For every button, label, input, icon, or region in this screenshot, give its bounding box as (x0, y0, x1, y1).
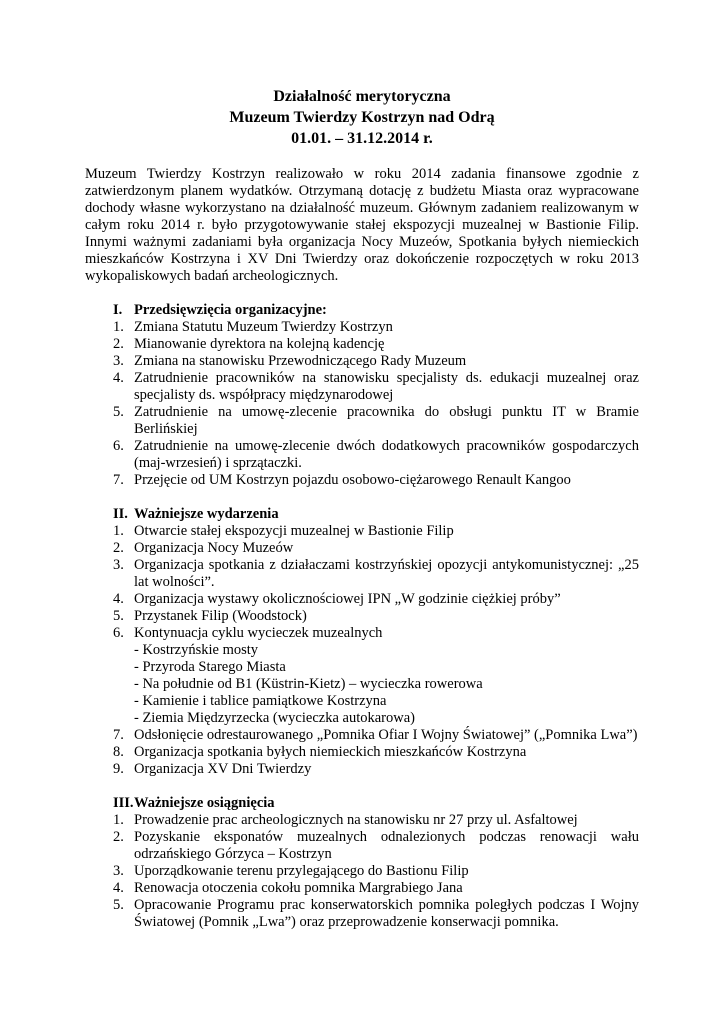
list-item-text: Otwarcie stałej ekspozycji muzealnej w Bastionie Filip (134, 523, 454, 539)
section-heading-text: Ważniejsze wydarzenia (134, 506, 279, 522)
section-events (85, 506, 639, 778)
list-item-text: Przejęcie od UM Kostrzyn pojazdu osobowo-ciężarowego Renault Kangoo (134, 472, 571, 488)
list-item-text: Organizacja XV Dni Twierdzy (134, 761, 312, 777)
list-item (85, 727, 639, 744)
section-heading (85, 795, 639, 812)
title-line-1: Działalność merytoryczna (273, 88, 451, 105)
section-numeral: I. (113, 302, 123, 318)
list-item-number: 7. (113, 727, 124, 743)
section-achievements (85, 795, 639, 931)
list-item-text: Zatrudnienie pracowników na stanowisku specjalisty ds. edukacji muzealnej oraz specjalisty ds. współpracy międzynarodowej (134, 370, 639, 403)
section-heading-text: Ważniejsze osiągnięcia (134, 795, 275, 811)
section-numeral: III. (113, 795, 134, 811)
intro-paragraph: Muzeum Twierdzy Kostrzyn realizowało w roku 2014 zadania finansowe zgodnie z zatwierdzonym planem wydatków. Otrzymaną dotację z budżetu Miasta oraz wypracowane dochody własne wykorzystano na działalność muzeum. Głównym zadaniem realizowanym w całym roku 2014 r. było przygotowywanie stałej ekspozycji muzealnej w Bastionie Filip. Innymi ważnymi zadaniami była organizacja Nocy Muzeów, Spotkania byłych niemieckich mieszkańców Kostrzyna i XV Dni Twierdzy oraz dokończenie rozpoczętych w roku 2013 wykopaliskowych badań archeologicznych. (85, 166, 639, 284)
sub-list-item: - Przyroda Starego Miasta (134, 659, 286, 675)
sub-list-item: - Ziemia Międzyrzecka (wycieczka autokarowa) (134, 710, 415, 726)
section-heading-text: Przedsięwzięcia organizacyjne: (134, 302, 327, 318)
list-item-number: 4. (113, 591, 124, 607)
list-item-number: 6. (113, 438, 124, 454)
list-item-text: Uporządkowanie terenu przylegającego do Bastionu Filip (134, 863, 469, 879)
list-item-number: 2. (113, 336, 124, 352)
list-item-number: 9. (113, 761, 124, 777)
list-item-number: 1. (113, 523, 124, 539)
list-item-number: 2. (113, 540, 124, 556)
list-item-number: 4. (113, 880, 124, 896)
list-item (85, 812, 639, 829)
list-item (85, 744, 639, 761)
list-item (85, 608, 639, 625)
list-item-text: Organizacja wystawy okolicznościowej IPN „W godzinie ciężkiej próby” (134, 591, 561, 607)
list-item (85, 472, 639, 489)
title-line-3: 01.01. – 31.12.2014 r. (291, 130, 433, 147)
list-item (85, 540, 639, 557)
sub-list-item: - Na południe od B1 (Küstrin-Kietz) – wycieczka rowerowa (134, 676, 483, 692)
list-item-text: Przystanek Filip (Woodstock) (134, 608, 307, 624)
list-item (85, 336, 639, 353)
list-item (85, 761, 639, 778)
list-item-text: Odsłonięcie odrestaurowanego „Pomnika Ofiar I Wojny Światowej” („Pomnika Lwa”) (134, 727, 638, 743)
list-item-number: 3. (113, 557, 124, 573)
list-item-text: Organizacja spotkania z działaczami kostrzyńskiej opozycji antykomunistycznej: „25 lat wolności”. (134, 557, 639, 590)
section-heading (85, 506, 639, 523)
list-item-number: 4. (113, 370, 124, 386)
list-item-number: 3. (113, 863, 124, 879)
list-item (85, 557, 639, 591)
list-item-number: 5. (113, 608, 124, 624)
section-numeral: II. (113, 506, 128, 522)
list-item-text: Prowadzenie prac archeologicznych na stanowisku nr 27 przy ul. Asfaltowej (134, 812, 578, 828)
list-item (85, 523, 639, 540)
list-item-number: 8. (113, 744, 124, 760)
list-item-number: 6. (113, 625, 124, 641)
list-item (85, 353, 639, 370)
list-item (85, 863, 639, 880)
list-item-with-sublist (134, 625, 639, 727)
list-item-text: Organizacja spotkania byłych niemieckich mieszkańców Kostrzyna (134, 744, 527, 760)
list-item-number: 1. (113, 812, 124, 828)
list-item (85, 404, 639, 438)
section-heading (85, 302, 639, 319)
doc-title (85, 86, 639, 149)
list-item (85, 880, 639, 897)
list-item (85, 897, 639, 931)
list-item (85, 591, 639, 608)
section-organizational (85, 302, 639, 489)
list-item-text: Zmiana Statutu Muzeum Twierdzy Kostrzyn (134, 319, 393, 335)
list-item-text: Kontynuacja cyklu wycieczek muzealnych (134, 625, 383, 641)
list-item-text: Zatrudnienie na umowę-zlecenie dwóch dodatkowych pracowników gospodarczych (maj-wrzesień) i sprzątaczki. (134, 438, 639, 471)
list-item-text: Mianowanie dyrektora na kolejną kadencję (134, 336, 385, 352)
list-item (85, 438, 639, 472)
sub-list-item: - Kostrzyńskie mosty (134, 642, 259, 658)
list-item-text: Zatrudnienie na umowę-zlecenie pracownika do obsługi punktu IT w Bramie Berlińskiej (134, 404, 639, 437)
list-item (85, 370, 639, 404)
list-item-text: Zmiana na stanowisku Przewodniczącego Rady Muzeum (134, 353, 467, 369)
list-item-text: Pozyskanie eksponatów muzealnych odnalezionych podczas renowacji wału odrzańskiego Górzyca – Kostrzyn (134, 829, 639, 862)
list-item (85, 319, 639, 336)
list-item-number: 2. (113, 829, 124, 845)
list-item-number: 5. (113, 897, 124, 913)
list-item-number: 3. (113, 353, 124, 369)
list-item-number: 1. (113, 319, 124, 335)
list-item-number: 7. (113, 472, 124, 488)
list-item-text: Opracowanie Programu prac konserwatorskich pomnika poległych podczas I Wojny Światowej (Pomnik „Lwa”) oraz przeprowadzenie konserwacji pomnika. (134, 897, 639, 930)
sub-list-item: - Kamienie i tablice pamiątkowe Kostrzyna (134, 693, 387, 709)
list-item-text: Renowacja otoczenia cokołu pomnika Margrabiego Jana (134, 880, 463, 896)
list-item (85, 625, 639, 727)
list-item-number: 5. (113, 404, 124, 420)
title-line-2: Muzeum Twierdzy Kostrzyn nad Odrą (229, 109, 495, 126)
list-item-text: Organizacja Nocy Muzeów (134, 540, 294, 556)
list-item (85, 829, 639, 863)
